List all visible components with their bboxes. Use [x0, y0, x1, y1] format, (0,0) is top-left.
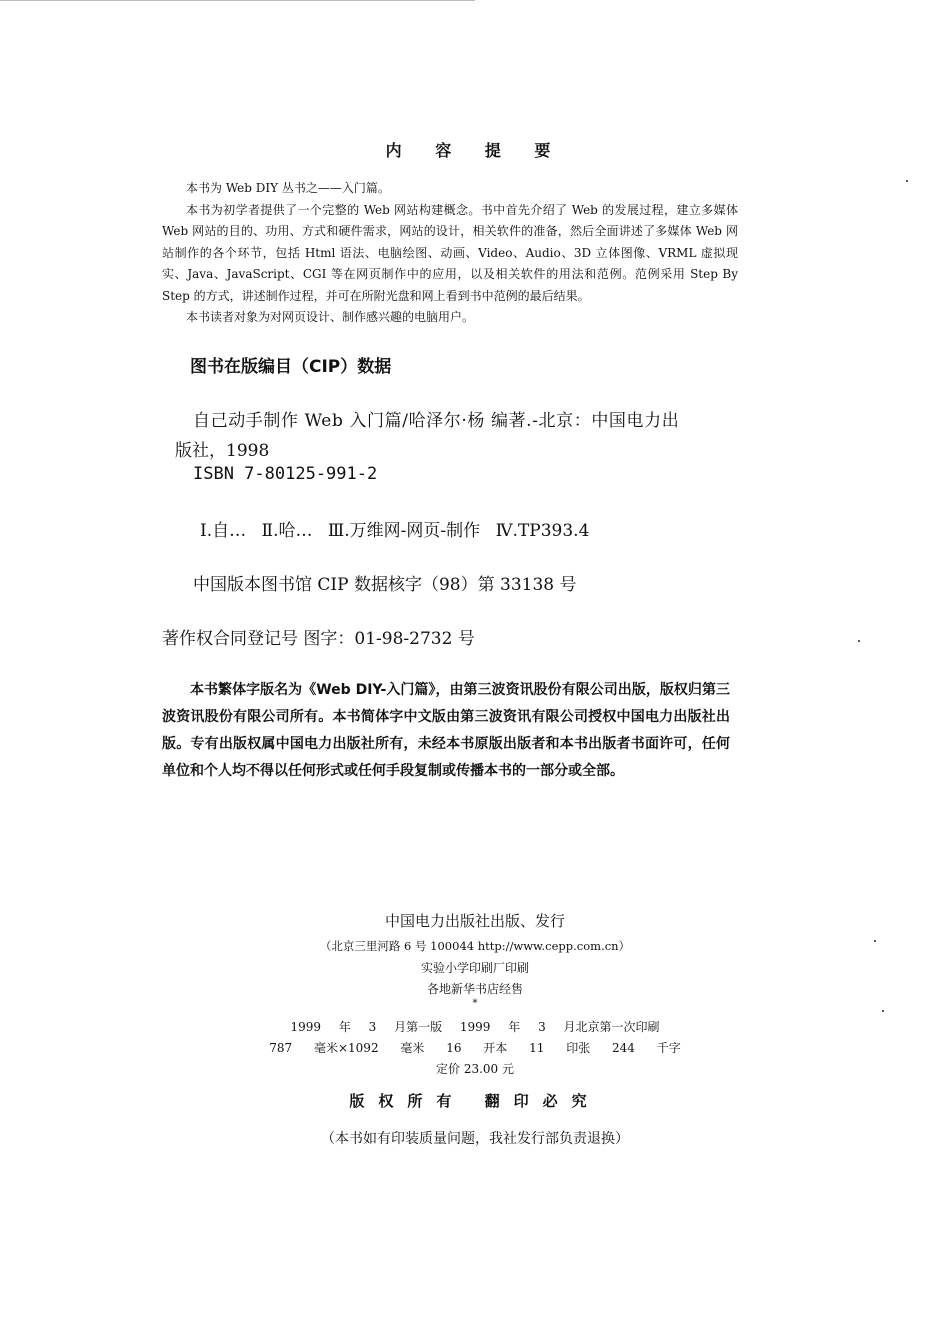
- cip-title-line: 自己动手制作 Web 入门篇/哈泽尔·杨 编著.-北京：中国电力出: [193, 411, 680, 431]
- summary-para-3: 本书读者对象为对网页设计、制作感兴趣的电脑用户。: [186, 310, 475, 324]
- cip-heading: 图书在版编目（CIP）数据: [190, 357, 392, 377]
- publisher-address: （北京三里河路 6 号 100044 http://www.cepp.com.cn）: [319, 939, 631, 953]
- license-notice-text: 本书繁体字版名为《Web DIY-入门篇》，由第三波资讯股份有限公司出版，版权归第三波资讯股份有限公司所有。本书简体字中文版由第三波资讯有限公司授权中国电力出版社出版。专有出版权属中国电力出版社所有，未经本书原版出版者和本书出版者书面许可，任何单位和个人均不得以任何形式或任何手段复制或传播本书的一部分或全部。: [162, 682, 730, 779]
- page-edge-rule: [0, 0, 475, 5]
- cip-check-number: 中国版本图书馆 CIP 数据核字（98）第 33138 号: [193, 575, 577, 595]
- separator-star: *: [472, 998, 478, 1009]
- cip-title-line-cont: 版社，1998: [175, 441, 270, 461]
- rights-reserved: 版权所有 翻印必究: [349, 1092, 601, 1110]
- scan-speck: [906, 180, 908, 182]
- license-notice: [162, 677, 730, 785]
- copyright-contract-number: 著作权合同登记号 图字：01-98-2732 号: [162, 629, 475, 649]
- summary-para-2: 本书为初学者提供了一个完整的 Web 网站构建概念。书中首先介绍了 Web 的发展过程，建立多媒体 Web 网站的目的、功用、方式和硬件需求，网站的设计，相关软件的准备，然后全面讲述了多媒体 Web 网站制作的各个环节，包括 Html 语法、电脑绘图、动画、Video、Audio、3D 立体图像、VRML 虚拟现实、Java、JavaScript、CGI 等在网页制作中的应用，以及相关软件的用法和范例。范例采用 Step By Step 的方式，讲述制作过程，并可在所附光盘和网上看到书中范例的最后结果。: [162, 202, 738, 303]
- printer-line: 实验小学印刷厂印刷: [420, 961, 529, 975]
- scan-speck: [874, 940, 876, 942]
- cip-isbn: ISBN 7-80125-991-2: [193, 464, 378, 484]
- price-line: 定价 23.00 元: [436, 1062, 514, 1076]
- returns-notice: （本书如有印装质量问题，我社发行部负责退换）: [321, 1131, 629, 1147]
- summary-heading: 内 容 提 要: [385, 141, 565, 160]
- scan-speck: [858, 640, 860, 642]
- format-line: 787 毫米×1092 毫米 16 开本 11 印张 244 千字: [269, 1041, 681, 1055]
- summary-para-1: 本书为 Web DIY 丛书之——入门篇。: [186, 181, 390, 195]
- summary-text: [162, 178, 738, 329]
- publisher-line: 中国电力出版社出版、发行: [384, 912, 565, 930]
- edition-line: 1999 年 3 月第一版 1999 年 3 月北京第一次印刷: [290, 1020, 660, 1034]
- scan-speck: [882, 1010, 884, 1012]
- distributor-line: 各地新华书店经售: [426, 982, 523, 996]
- cip-classification: Ⅰ.自… Ⅱ.哈… Ⅲ.万维网-网页-制作 Ⅳ.TP393.4: [200, 521, 590, 541]
